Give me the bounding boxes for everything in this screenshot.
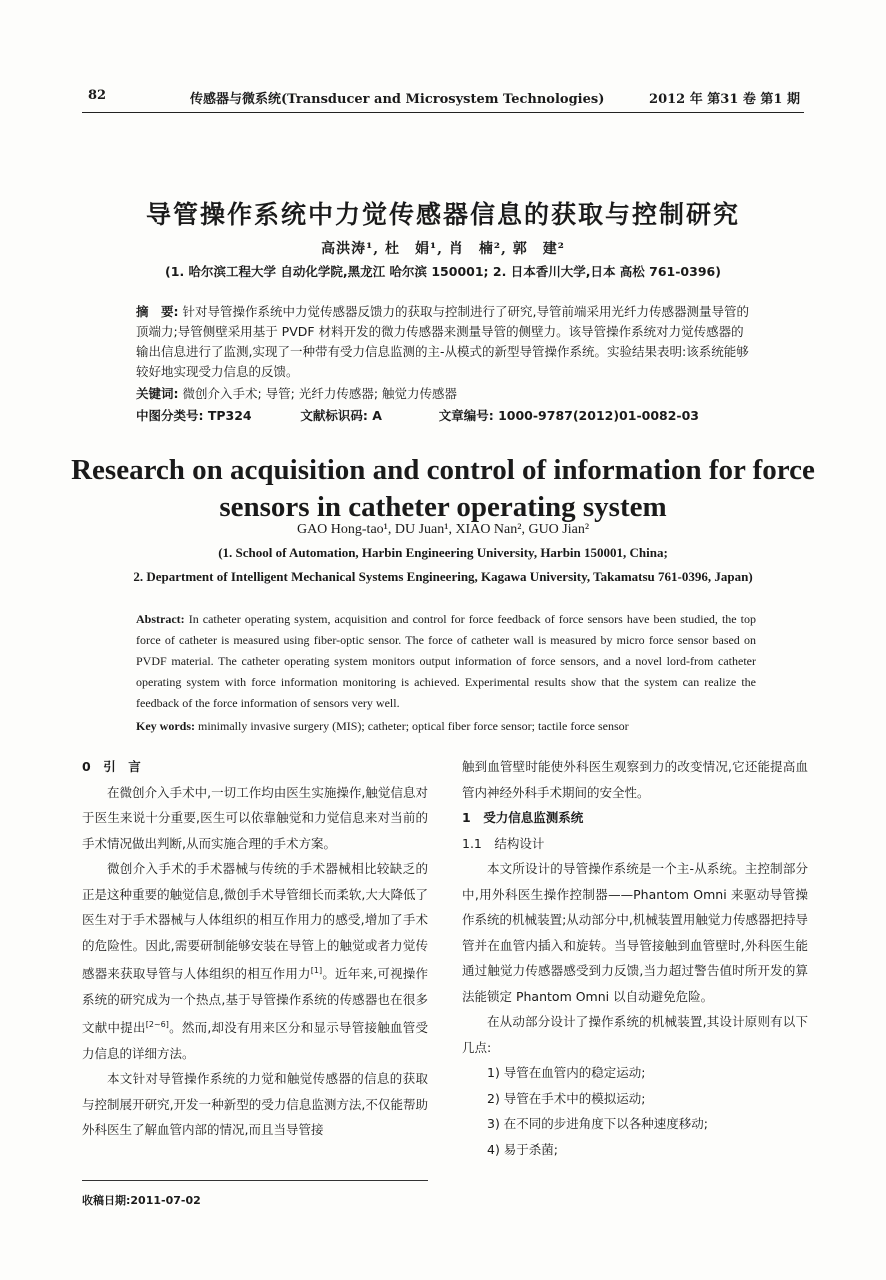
chinese-authors: 高洪涛¹, 杜 娟¹, 肖 楠², 郭 建² [321, 241, 565, 257]
subsection-heading-1-1: 1.1 结构设计 [462, 835, 545, 851]
paragraph: 在从动部分设计了操作系统的机械装置,其设计原则有以下几点: [462, 1014, 808, 1055]
english-keywords-text: minimally invasive surgery (MIS); catheter; optical fiber force sensor; tactile force sensor [198, 719, 629, 733]
keywords-text: 微创介入手术; 导管; 光纤力传感器; 触觉力传感器 [182, 386, 458, 401]
chinese-abstract [136, 302, 756, 382]
classification-line [136, 406, 756, 426]
paragraph: 在微创介入手术中,一切工作均由医生实施操作,触觉信息对于医生来说十分重要,医生可以依靠触觉和力觉信息来对当前的手术情况做出判断,从而实施合理的手术方案。 [82, 784, 428, 851]
citation: [2~6] [145, 1020, 169, 1030]
class-number: 中图分类号: TP324 [136, 408, 252, 423]
list-item: 3) 在不同的步进角度下以各种速度移动; [487, 1116, 709, 1131]
english-abstract-label: Abstract: [136, 612, 185, 626]
keywords-label: 关键词: [136, 386, 179, 401]
article-number: 文章编号: 1000-9787(2012)01-0082-03 [438, 408, 700, 423]
paragraph: 本文所设计的导管操作系统是一个主-从系统。主控制部分中,用外科医生操作控制器——Phantom Omni 来驱动导管操作系统的机械装置;从动部分中,机械装置用触觉力传感器把持导管并在血管内插入和旋转。当导管接触到血管壁时,外科医生能通过触觉力传感器感受到力反馈,当力超过警告值时所开发的算法能锁定 Phantom Omni 以自动避免危险。 [462, 861, 808, 1004]
abstract-label: 摘 要: [136, 304, 179, 319]
received-date: 收稿日期:2011-07-02 [82, 1194, 201, 1207]
english-authors: GAO Hong-tao¹, DU Juan¹, XIAO Nan², GUO Jian² [296, 522, 590, 537]
section-heading-introduction: 0 引 言 [82, 759, 141, 774]
footnote-rule [82, 1180, 428, 1181]
paragraph-text: 微创介入手术的手术器械与传统的手术器械相比较缺乏的正是这种重要的触觉信息,微创手术导管细长而柔软,大大降低了医生对于手术器械与人体组织的相互作用力的感受,增加了手术的危险性。因此,需要研制能够安装在导管上的触觉或者力觉传感器来获取导管与人体组织的相互作用力 [82, 861, 428, 982]
english-keywords-label: Key words: [136, 719, 195, 733]
header-rule [82, 112, 804, 113]
document-code: 文献标识码: A [300, 408, 382, 423]
english-title-line-2: sensors in catheter operating system [219, 491, 667, 523]
english-title [0, 452, 886, 526]
section-heading-1: 1 受力信息监测系统 [462, 810, 584, 825]
list-item: 1) 导管在血管内的稳定运动; [487, 1065, 646, 1080]
abstract-text: 针对导管操作系统中力觉传感器反馈力的获取与控制进行了研究,导管前端采用光纤力传感器测量导管的顶端力;导管侧壁采用基于 PVDF 材料开发的微力传感器来测量导管的侧壁力。该导管操作系统对力觉传感器的输出信息进行了监测,实现了一种带有受力信息监测的主-从模式的新型导管操作系统。实验结果表明:该系统能够较好地实现受力信息的反馈。 [136, 304, 749, 379]
chinese-affiliation: (1. 哈尔滨工程大学 自动化学院,黑龙江 哈尔滨 150001; 2. 日本香川大学,日本 高松 761-0396) [165, 264, 721, 279]
paragraph: 本文针对导管操作系统的力觉和触觉传感器的信息的获取与控制展开研究,开发一种新型的受力信息监测方法,不仅能帮助外科医生了解血管内部的情况,而且当导管接 [82, 1071, 428, 1138]
journal-name: 传感器与微系统(Transducer and Microsystem Technologies) [190, 92, 605, 107]
citation: [1] [310, 966, 323, 975]
english-affiliation-2: 2. Department of Intelligent Mechanical Systems Engineering, Kagawa University, Takamatsu 761-0396, Japan) [133, 569, 753, 584]
paragraph [82, 856, 428, 1066]
paragraph-text: 。近年来,可视操作系统的研究成为一个热点,基于导管操作系统的传感器也在很多文献中提出 [82, 966, 428, 1036]
page-number: 82 [88, 88, 107, 103]
chinese-title: 导管操作系统中力觉传感器信息的获取与控制研究 [145, 200, 740, 229]
list-item: 2) 导管在手术中的模拟运动; [487, 1090, 646, 1106]
english-affiliation-1: (1. School of Automation, Harbin Engineering University, Harbin 150001, China; [218, 545, 668, 560]
left-column [82, 754, 428, 1143]
chinese-keywords [136, 384, 756, 404]
issue-info: 2012 年 第31 卷 第1 期 [649, 92, 800, 107]
right-column [462, 754, 808, 1162]
list-item: 4) 易于杀菌; [487, 1141, 559, 1157]
english-abstract-text: In catheter operating system, acquisition and control for force feedback of force sensors have been studied, the top force of catheter is measured using fiber-optic sensor. The force of catheter wall is measured by micro force sensor based on PVDF material. The catheter operating system monitors output information of force sensors, and a novel lord-from catheter operating system with force information monitoring is achieved. Experimental results show that the system can realize the feedback of the force information of sensors very well. [136, 612, 757, 710]
english-keywords [136, 716, 756, 737]
english-abstract [136, 609, 756, 714]
english-title-line-1: Research on acquisition and control of information for force [71, 454, 815, 486]
paragraph: 触到血管壁时能使外科医生观察到力的改变情况,它还能提高血管内神经外科手术期间的安全性。 [462, 759, 808, 800]
paragraph-text: 。然而,却没有用来区分和显示导管接触血管受力信息的详细方法。 [82, 1020, 428, 1061]
